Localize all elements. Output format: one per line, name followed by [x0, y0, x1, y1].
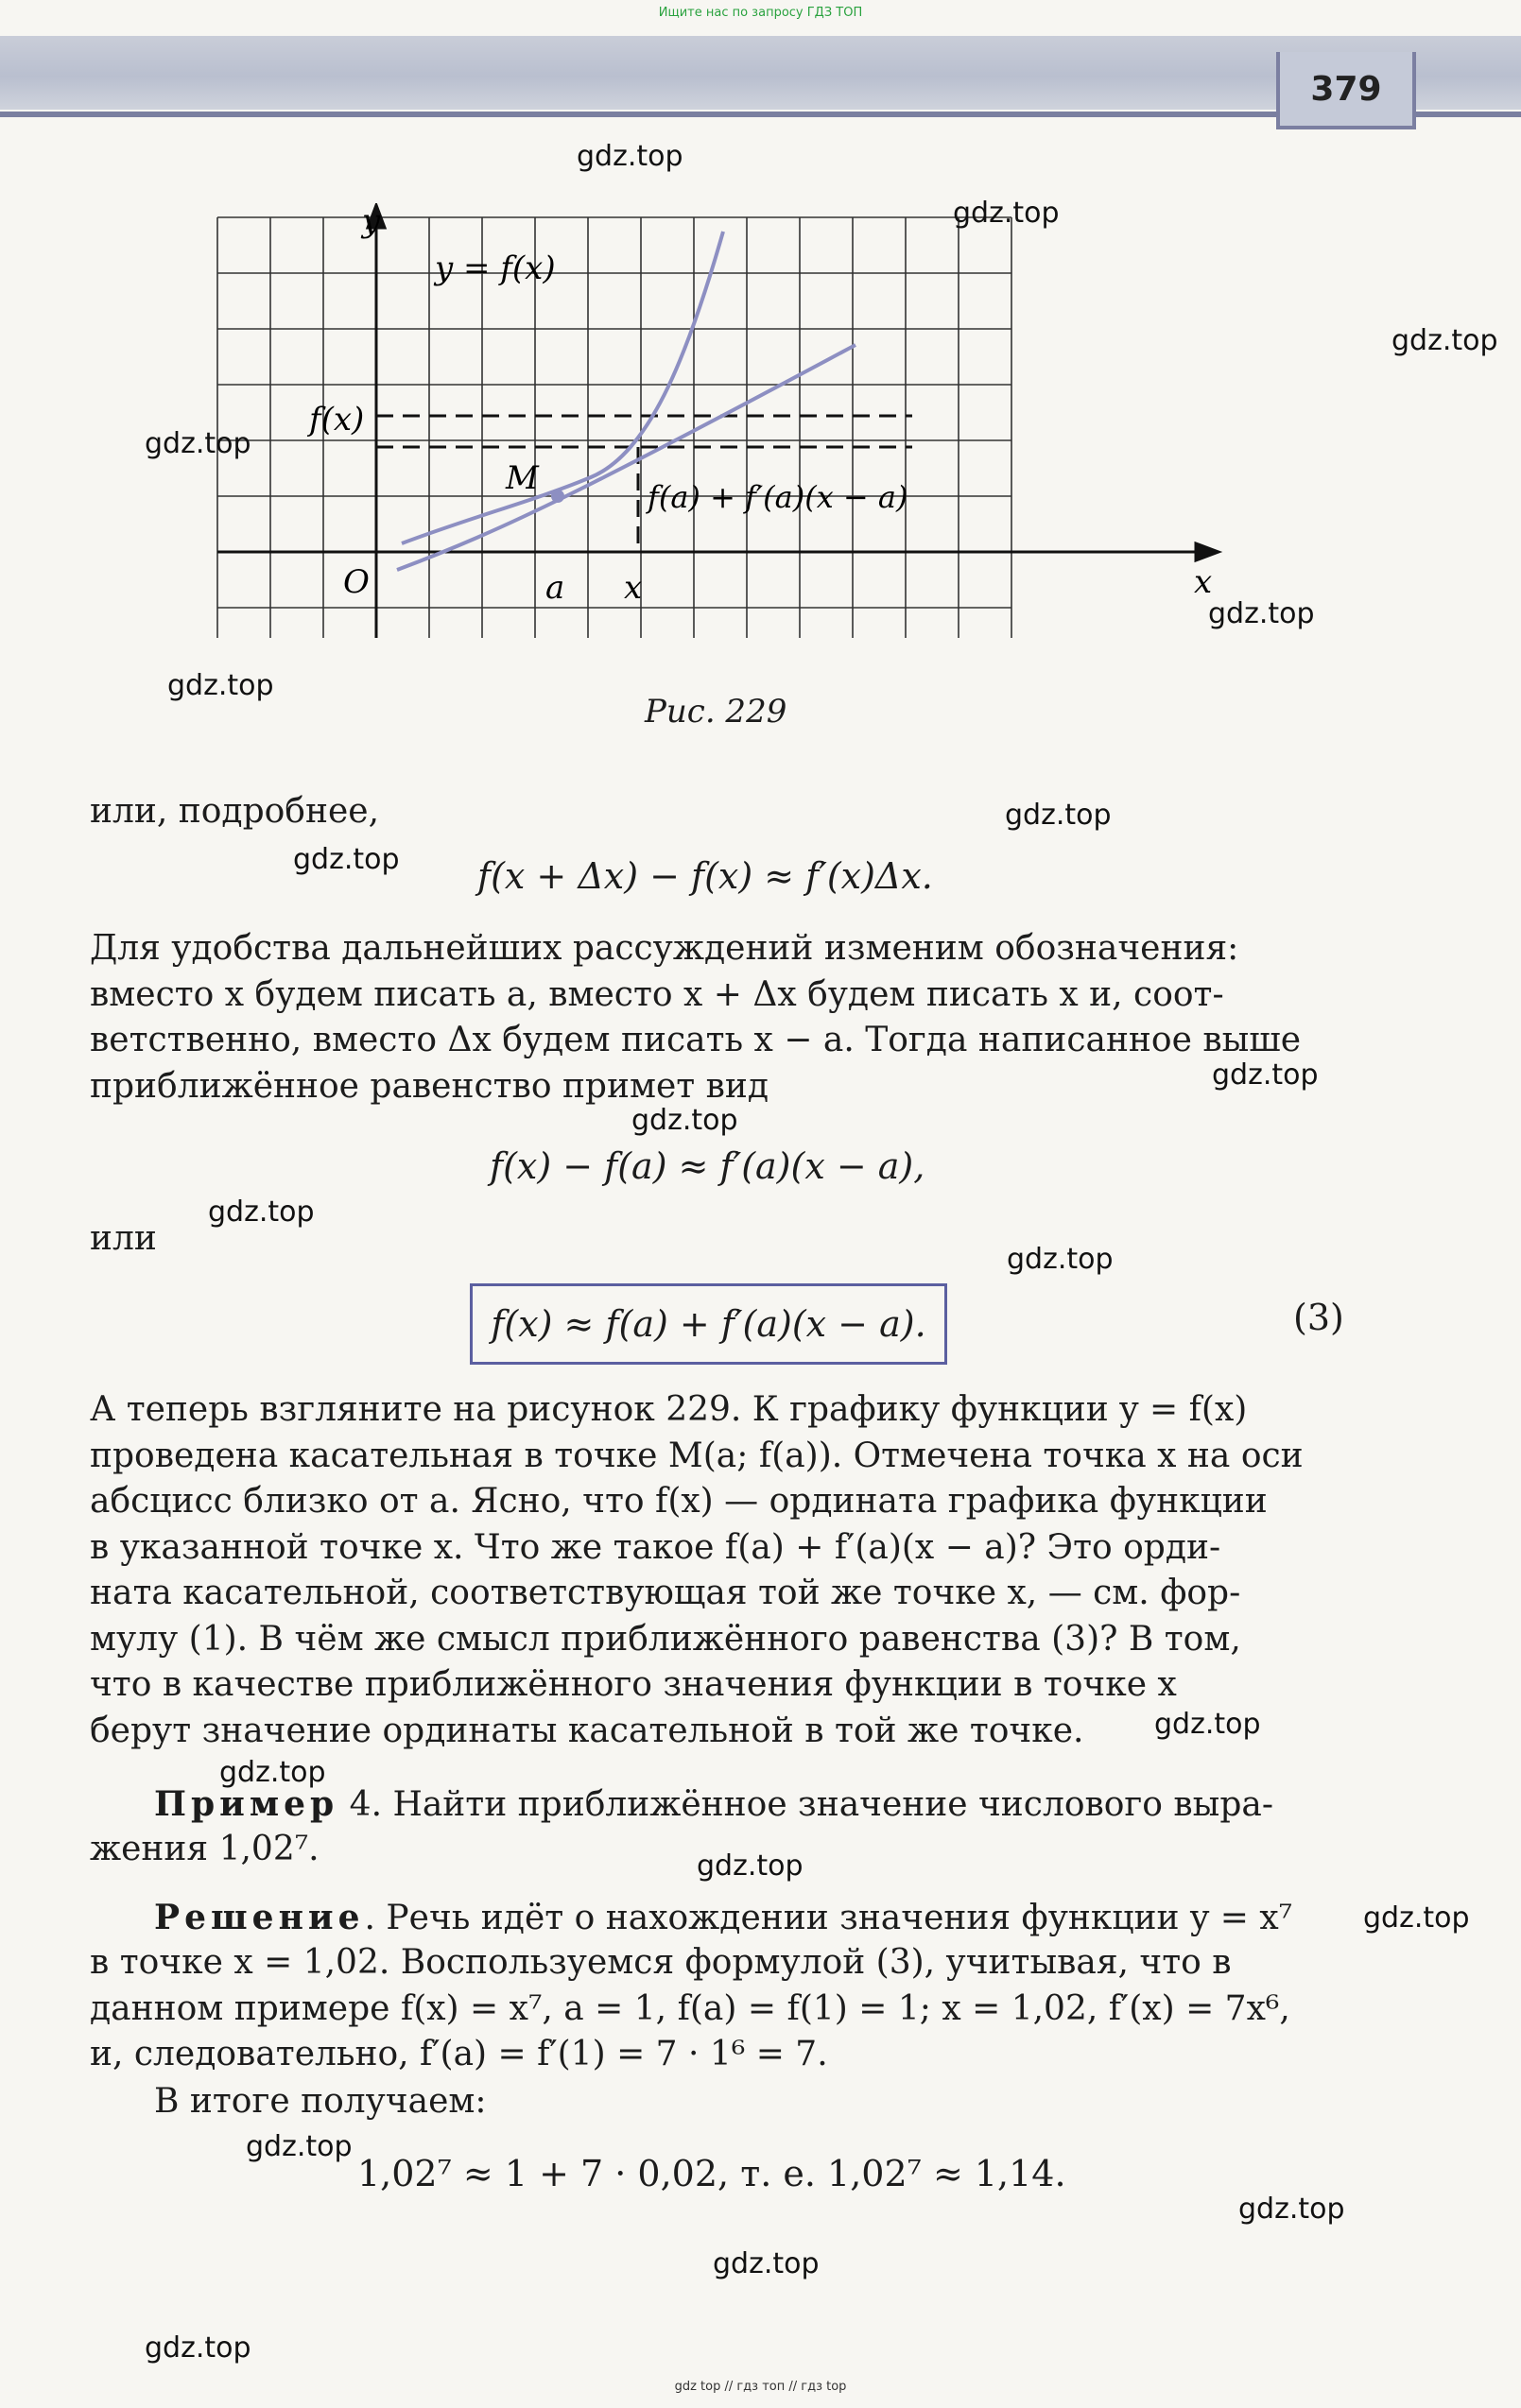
example-text-2: жения 1,02⁷.	[90, 1830, 320, 1868]
equation-3-number: (3)	[1293, 1297, 1344, 1338]
solution-text: . Речь идёт о нахождении значения функции y = x⁷	[364, 1899, 1293, 1937]
p2-line: проведена касательная в точке M(a; f(a)). Отмечена точка x на оси	[90, 1436, 1304, 1475]
watermark: gdz.top	[631, 1104, 738, 1137]
p2-line: А теперь взгляните на рисунок 229. К графику функции y = f(x)	[90, 1390, 1248, 1429]
tangent-line	[397, 345, 856, 570]
example-label: Пример	[154, 1784, 339, 1824]
text-or-detail: или, подробнее,	[90, 792, 380, 831]
p2-line: берут значение ординаты касательной в той же точке.	[90, 1711, 1084, 1750]
watermark: gdz.top	[1208, 597, 1315, 630]
watermark: gdz.top	[1005, 799, 1112, 832]
watermark: gdz.top	[697, 1849, 804, 1883]
M-label: M	[506, 459, 539, 497]
p1-line: вместо x будем писать a, вместо x + Δx будем писать x и, соот-	[90, 974, 1224, 1014]
p1-line: ветственно, вместо Δx будем писать x − a. Тогда написанное выше	[90, 1021, 1302, 1059]
solution-line: данном примере f(x) = x⁷, a = 1, f(a) = f(1) = 1; x = 1,02, f′(x) = 7x⁶,	[90, 1988, 1290, 2028]
watermark: gdz.top	[1391, 324, 1498, 357]
equation-1: f(x + Δx) − f(x) ≈ f′(x)Δx.	[477, 855, 933, 897]
solution-line: и, следовательно, f′(a) = f′(1) = 7 · 1⁶ = 7.	[90, 2035, 828, 2073]
fx-label: f(x)	[309, 401, 365, 439]
equation-4: 1,02⁷ ≈ 1 + 7 · 0,02, т. е. 1,02⁷ ≈ 1,14.	[357, 2153, 1066, 2194]
bottom-note: gdz top // гдз топ // гдз top	[674, 2380, 847, 2394]
origin-label: O	[343, 563, 370, 601]
p1-line: приближённое равенство примет вид	[90, 1066, 769, 1106]
p2-line: в указанной точке x. Что же такое f(a) + f′(a)(x − a)? Это орди-	[90, 1527, 1221, 1567]
watermark: gdz.top	[219, 1756, 326, 1789]
top-note: Ищите нас по запросу ГДЗ ТОП	[658, 6, 863, 20]
result-intro: В итоге получаем:	[154, 2082, 487, 2121]
watermark: gdz.top	[1212, 1058, 1319, 1092]
y-axis-label: y	[362, 203, 381, 240]
watermark: gdz.top	[577, 140, 683, 173]
watermark: gdz.top	[293, 843, 400, 876]
solution-line: в точке x = 1,02. Воспользуемся формулой (3), учитывая, что в	[90, 1943, 1232, 1982]
example-text: 4. Найти приближённое значение числового выра-	[338, 1785, 1274, 1824]
formula-3-box	[470, 1283, 947, 1365]
page-number: 379	[1276, 52, 1416, 129]
solution-label: Решение	[154, 1898, 365, 1937]
curve-label: y = f(x)	[435, 249, 556, 287]
watermark: gdz.top	[953, 197, 1060, 230]
figure-caption: Рис. 229	[645, 693, 787, 731]
text-or: или	[90, 1219, 157, 1258]
watermark: gdz.top	[713, 2247, 820, 2280]
xpoint-label: x	[624, 569, 643, 607]
paragraph-2	[90, 1387, 1347, 1754]
point-M	[551, 490, 564, 503]
figure-229	[194, 203, 1234, 732]
p1-line: Для удобства дальнейших рассуждений изменим обозначения:	[90, 929, 1239, 968]
watermark: gdz.top	[145, 427, 251, 460]
watermark: gdz.top	[1007, 1243, 1114, 1276]
watermark: gdz.top	[208, 1195, 315, 1229]
solution-first-line	[154, 1895, 1292, 1942]
watermark: gdz.top	[246, 2130, 353, 2163]
equation-3: f(x) ≈ f(a) + f′(a)(x − a).	[491, 1303, 926, 1345]
paragraph-1	[90, 926, 1347, 1109]
p2-line: мулу (1). В чём же смысл приближённого равенства (3)? В том,	[90, 1619, 1241, 1659]
x-axis-label: x	[1194, 563, 1213, 601]
a-label: a	[545, 569, 565, 607]
tangent-label: f(a) + f′(a)(x − a)	[648, 479, 908, 515]
watermark: gdz.top	[145, 2331, 251, 2365]
solution-body	[90, 1940, 1347, 2078]
p2-line: абсцисс близко от a. Ясно, что f(x) — ордината графика функции	[90, 1482, 1268, 1521]
p2-line: ната касательной, соответствующая той же точке x, — см. фор-	[90, 1574, 1241, 1612]
p2-line: что в качестве приближённого значения функции в точке x	[90, 1665, 1177, 1704]
watermark: gdz.top	[1154, 1708, 1261, 1741]
watermark: gdz.top	[167, 669, 274, 702]
watermark: gdz.top	[1363, 1901, 1470, 1935]
equation-2: f(x) − f(a) ≈ f′(a)(x − a),	[490, 1145, 925, 1187]
watermark: gdz.top	[1238, 2193, 1345, 2226]
